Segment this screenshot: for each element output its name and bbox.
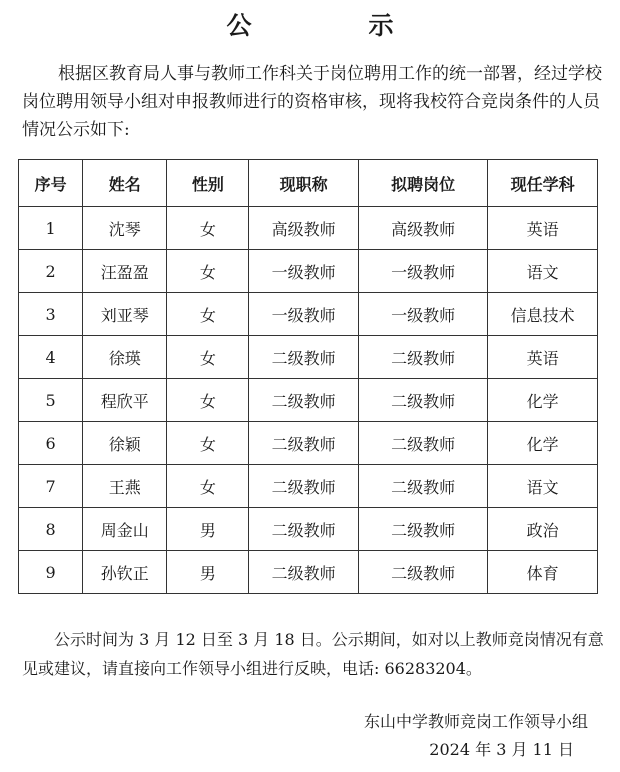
cell-name: 刘亚琴 [83, 293, 167, 336]
cell-number: 7 [19, 465, 83, 508]
cell-subject: 化学 [488, 379, 598, 422]
table-row [19, 336, 598, 379]
cell-gender: 男 [167, 551, 249, 594]
cell-number: 9 [19, 551, 83, 594]
cell-number: 8 [19, 508, 83, 551]
cell-gender: 女 [167, 293, 249, 336]
header-number: 序号 [19, 160, 83, 207]
table-row [19, 551, 598, 594]
cell-number: 1 [19, 207, 83, 250]
cell-current-title: 一级教师 [249, 293, 359, 336]
cell-gender: 女 [167, 379, 249, 422]
cell-gender: 女 [167, 465, 249, 508]
cell-gender: 女 [167, 336, 249, 379]
cell-number: 2 [19, 250, 83, 293]
header-current-title: 现职称 [249, 160, 359, 207]
cell-current-title: 二级教师 [249, 422, 359, 465]
cell-current-title: 一级教师 [249, 250, 359, 293]
header-subject: 现任学科 [488, 160, 598, 207]
header-gender: 性别 [167, 160, 249, 207]
cell-proposed-post: 一级教师 [358, 250, 487, 293]
cell-current-title: 二级教师 [249, 379, 359, 422]
cell-current-title: 二级教师 [249, 336, 359, 379]
cell-name: 徐颖 [83, 422, 167, 465]
table-row [19, 422, 598, 465]
table-row [19, 207, 598, 250]
cell-gender: 女 [167, 207, 249, 250]
cell-name: 周金山 [83, 508, 167, 551]
cell-subject: 英语 [488, 336, 598, 379]
table-row [19, 379, 598, 422]
cell-gender: 女 [167, 422, 249, 465]
cell-proposed-post: 二级教师 [358, 551, 487, 594]
signature-date: 2024 年 3 月 11 日 [429, 740, 574, 759]
cell-name: 徐瑛 [83, 336, 167, 379]
cell-proposed-post: 二级教师 [358, 508, 487, 551]
table-row [19, 250, 598, 293]
cell-subject: 信息技术 [488, 293, 598, 336]
notice-paragraph: 公示时间为 3 月 12 日至 3 月 18 日。公示期间，如对以上教师竞岗情况有意见或建议，请直接向工作领导小组进行反映，电话: 66283204。 [22, 630, 604, 678]
table-row [19, 293, 598, 336]
cell-name: 沈琴 [83, 207, 167, 250]
cell-number: 4 [19, 336, 83, 379]
cell-current-title: 高级教师 [249, 207, 359, 250]
cell-current-title: 二级教师 [249, 465, 359, 508]
cell-name: 汪盈盈 [83, 250, 167, 293]
cell-subject: 语文 [488, 465, 598, 508]
cell-number: 3 [19, 293, 83, 336]
header-proposed-post: 拟聘岗位 [358, 160, 487, 207]
table-header-row [19, 160, 598, 207]
cell-current-title: 二级教师 [249, 551, 359, 594]
table-row [19, 508, 598, 551]
cell-subject: 英语 [488, 207, 598, 250]
cell-current-title: 二级教师 [249, 508, 359, 551]
cell-proposed-post: 二级教师 [358, 422, 487, 465]
header-name: 姓名 [83, 160, 167, 207]
cell-subject: 体育 [488, 551, 598, 594]
cell-number: 5 [19, 379, 83, 422]
signature-organization: 东山中学教师竞岗工作领导小组 [363, 712, 588, 731]
cell-subject: 化学 [488, 422, 598, 465]
cell-proposed-post: 高级教师 [358, 207, 487, 250]
cell-number: 6 [19, 422, 83, 465]
cell-subject: 政治 [488, 508, 598, 551]
page-title: 公 示 [226, 11, 440, 40]
cell-proposed-post: 二级教师 [358, 465, 487, 508]
cell-gender: 男 [167, 508, 249, 551]
cell-name: 孙钦正 [83, 551, 167, 594]
cell-name: 王燕 [83, 465, 167, 508]
cell-name: 程欣平 [83, 379, 167, 422]
cell-subject: 语文 [488, 250, 598, 293]
cell-proposed-post: 一级教师 [358, 293, 487, 336]
table-row [19, 465, 598, 508]
cell-proposed-post: 二级教师 [358, 379, 487, 422]
candidate-table [18, 159, 598, 594]
cell-gender: 女 [167, 250, 249, 293]
cell-proposed-post: 二级教师 [358, 336, 487, 379]
intro-paragraph: 根据区教育局人事与教师工作科关于岗位聘用工作的统一部署，经过学校岗位聘用领导小组对申报教师进行的资格审核，现将我校符合竞岗条件的人员情况公示如下: [22, 64, 602, 140]
